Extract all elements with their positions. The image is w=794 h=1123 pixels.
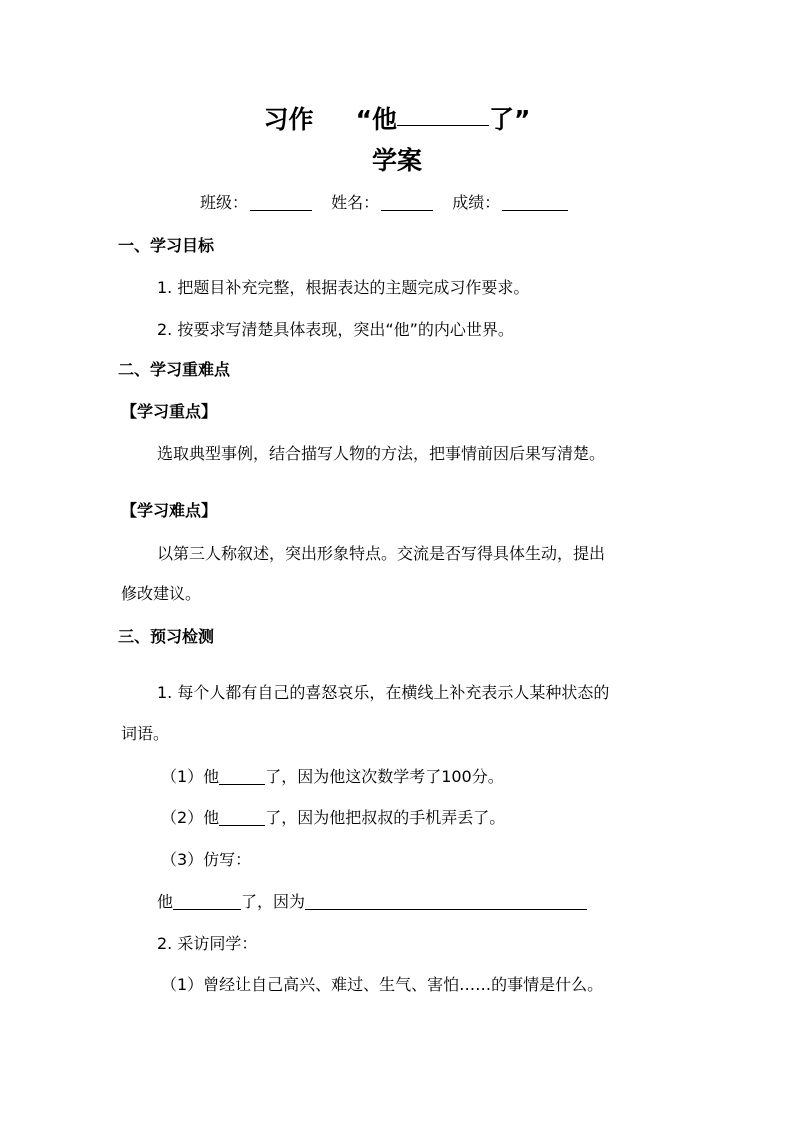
imitation-blank-2[interactable]	[305, 895, 587, 910]
item-a-suffix: 了，因为他这次数学考了100分。	[265, 767, 504, 786]
objective-2: 2. 按要求写清楚具体表现，突出“他”的内心世界。	[157, 320, 514, 339]
title-quote-close: 了”	[489, 105, 531, 134]
difficulty-label: 【学习难点】	[121, 501, 218, 520]
page-title	[0, 100, 794, 136]
student-info-line	[200, 190, 574, 213]
imitation-blank-1[interactable]	[173, 895, 241, 910]
key-point-label: 【学习重点】	[121, 402, 218, 421]
section1-heading: 一、学习目标	[118, 236, 215, 255]
question2-item-a: （1）曾经让自己高兴、难过、生气、害怕……的事情是什么。	[161, 975, 604, 994]
imitation-line	[157, 889, 587, 912]
score-blank[interactable]	[502, 196, 568, 211]
imitation-prefix: 他	[157, 892, 174, 911]
name-label: 姓名：	[331, 193, 380, 212]
item-b-prefix: （2）他	[161, 808, 220, 827]
name-blank[interactable]	[381, 196, 433, 211]
item-a-blank[interactable]	[219, 770, 265, 785]
question2: 2. 采访同学：	[157, 934, 258, 953]
page-subtitle: 学案	[371, 146, 422, 175]
difficulty-text-line1: 以第三人称叙述，突出形象特点。交流是否写得具体生动，提出	[157, 544, 606, 563]
section2-heading: 二、学习重难点	[118, 360, 231, 379]
item-b-suffix: 了，因为他把叔叔的手机弄丢了。	[265, 808, 506, 827]
key-point-text: 选取典型事例，结合描写人物的方法，把事情前因后果写清楚。	[157, 444, 606, 463]
section3-heading: 三、预习检测	[118, 627, 215, 646]
question1-item-c: （3）仿写：	[161, 850, 252, 869]
item-a-prefix: （1）他	[161, 767, 220, 786]
question1-line1: 1. 每个人都有自己的喜怒哀乐，在横线上补充表示人某种状态的	[157, 683, 610, 702]
objective-1: 1. 把题目补充完整，根据表达的主题完成习作要求。	[157, 278, 530, 297]
question1-item-b	[161, 805, 505, 828]
title-left: 习作	[263, 105, 314, 134]
question1-line2: 词语。	[121, 724, 170, 743]
difficulty-text-line2: 修改建议。	[121, 584, 202, 603]
title-quote-open: “他	[355, 105, 397, 134]
class-label: 班级：	[200, 193, 249, 212]
imitation-middle: 了，因为	[241, 892, 306, 911]
question1-item-a	[161, 764, 504, 787]
item-b-blank[interactable]	[219, 811, 265, 826]
title-blank	[397, 124, 489, 126]
score-label: 成绩：	[452, 193, 501, 212]
class-blank[interactable]	[250, 196, 312, 211]
